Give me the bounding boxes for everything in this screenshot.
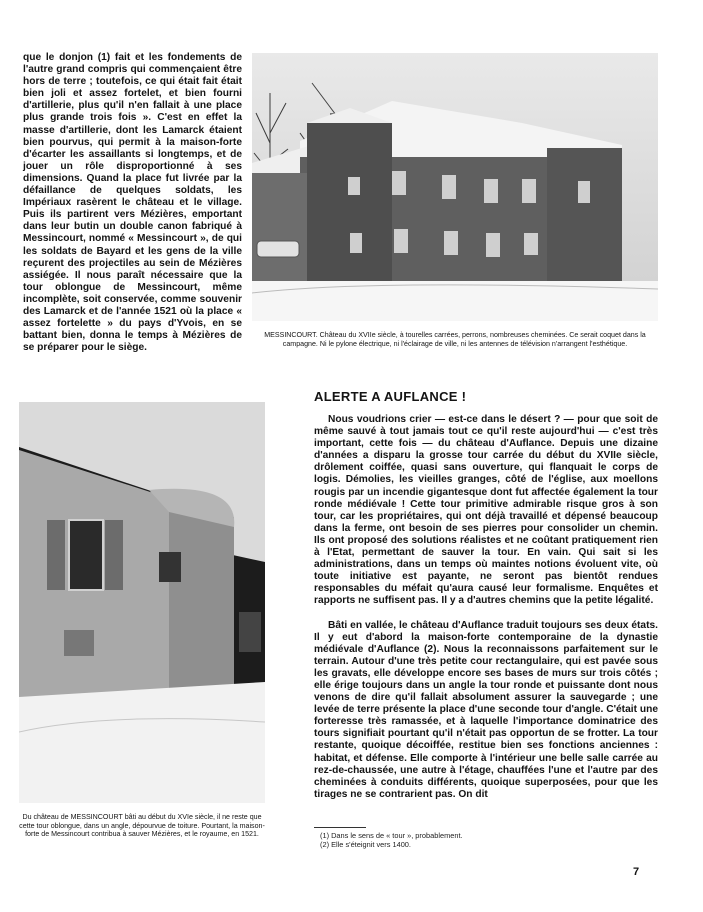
left-paragraph: que le donjon (1) fait et les fondements de l'autre grand compris qui commençaient être hors de terre ; toutefois, ce qui était fait était bien joli et assez fortelet, et bien fourni d'artillerie, plus qu'il n'en fallait à une place plus grande trois fois ». C'est en effet la masse d'artillerie, dont les Lamarck étaient bien pourvus, qui permit à la maison-forte d'écarter les assaillants si longtemps, et de jouer un rôle disproportionné à ses dimensions. Quand la place fut livrée par la défaillance de quelques soldats, les Impériaux rasèrent le château et le village. Puis ils partirent vers Mézières, emportant dans leur butin un double canon fabriqué à Messincourt, nommé « Messincourt », de qui les soldats de Bayard et les gens de la ville reçurent des projectiles au sein de Mézières assiégée. Il nous paraît nécessaire que la tour oblongue de Messincourt, même incomplète, soit conservée, comme souvenir des Lamarck et de l'année 1521 où la place « assez fortelette » du pays d'Yvois, en se battant bien, donna le temps à Mézières de se préparer pour le siège. [23, 52, 242, 354]
section-heading: ALERTE A AUFLANCE ! [314, 389, 467, 404]
page-number: 7 [633, 866, 640, 878]
messincourt-tower-photo [19, 402, 265, 803]
right-column-text [314, 414, 658, 801]
left-column-text [23, 52, 242, 354]
messincourt-chateau-photo [252, 53, 658, 321]
right-paragraph-2: Bâti en vallée, le château d'Auflance traduit toujours ses deux états. Il y eut d'abord la maison-forte contemporaine de la dynastie médiévale d'Auflance (2). Nous la reconnaissons parfaitement sur le terrain. Autour d'une très petite cour rectangulaire, qui est pavée sous les gravats, elle développe encore ses bases de murs sur trois côtés ; elle érige toujours dans un angle la tour ronde et puissante dont nous venons de dire qu'il fallait absolument assurer la sauvegarde ; une levée de terre présente la place d'une seconde tour d'angle. C'était une forteresse très ramassée, et à laquelle l'importance dominatrice des tours signifiait pourtant qu'il n'était pas opportun de se frotter. La tour restante, quoique décoiffée, restitue bien ses fonctions anciennes : habitat, et défense. Elle comporte à l'intérieur une belle salle carrée au rez-de-chaussée, une autre à l'étage, chauffées l'une et l'autre par des cheminées à conduits différents, quoique superposées, pour que les tirages ne se contrarient pas. On dit [314, 619, 658, 800]
tower-illustration [19, 402, 265, 803]
top-photo-caption: MESSINCOURT. Château du XVIIe siècle, à tourelles carrées, perrons, nombreuses cheminées. Ce serait coquet dans la campagne. Ni le pylone électrique, ni l'éclairage de ville, ni les antennes de télévision n'arrangent l'esthétique. [264, 331, 646, 348]
right-paragraph-1: Nous voudrions crier — est-ce dans le désert ? — pour que soit de même sauvé à tout jamais tout ce qu'il reste aujourd'hui — c'est très important, cette fois — du château d'Auflance. Depuis une dizaine d'années a disparu la grosse tour carrée du début du XVIIe siècle, drôlement coiffée, quasi sans ouverture, qui flanquait le corps de logis. Démolies, les vieilles granges, côté de l'église, aux moellons rougis par un incendie gigantesque dont fut affectée également la tour ronde médiévale ! Cette tour primitive admirable risque gros à son tour, car les propriétaires, qui ont déjà travaillé et dépensé beaucoup dans la ferme, ont besoin de ses pierres pour consolider un chemin. Ils ont proposé des solutions réalistes et ne coûtant pratiquement rien à l'Etat, permettant de sauver la tour. En vain. Qui sait si les administrations, dans un temps où maintes notions évoluent vite, où toute initiative est payante, ne seront pas bientôt rendues responsables du méfait qu'aura causé leur formalisme. Enquêtes et rapports ne suffisent pas. Il y a d'autres chemins que la petite légalité. [314, 414, 658, 607]
chateau-illustration [252, 53, 658, 321]
footnote-2: (2) Elle s'éteignit vers 1400. [320, 840, 411, 849]
footnote-1: (1) Dans le sens de « tour », probablement. [320, 831, 463, 840]
footnotes [320, 831, 463, 849]
bottom-photo-caption: Du château de MESSINCOURT bâti au début du XVIe siècle, il ne reste que cette tour oblongue, dans un angle, dépourvue de toiture. Pourtant, la maison-forte de Messincourt contribua à sauver Mézières, et le royaume, en 1521. [19, 813, 265, 839]
footnote-divider [314, 827, 366, 828]
